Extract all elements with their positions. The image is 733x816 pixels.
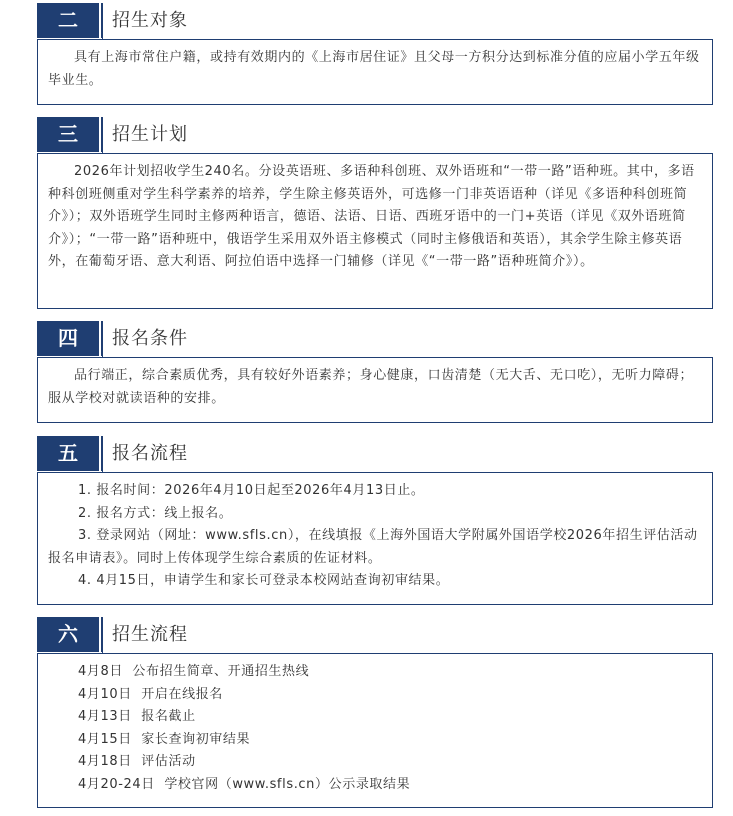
section-number-badge: 六 [37,617,101,652]
section-header [37,436,713,472]
section-admission-schedule [37,617,713,808]
section-application-requirements [37,321,713,423]
schedule-date: 4月15日 [78,731,132,747]
list-item: 1. 报名时间：2026年4月10日起至2026年4月13日止。 [78,483,425,498]
section-header [37,617,713,653]
header-divider [102,436,103,472]
section-number-badge: 三 [37,117,101,152]
list-item: 4. 4月15日，申请学生和家长可登录本校网站查询初审结果。 [78,573,450,588]
section-title: 招生对象 [112,10,188,31]
schedule-date: 4月13日 [78,709,132,724]
section-number-badge: 四 [37,321,101,356]
schedule-row [48,684,702,707]
schedule-row [48,774,702,797]
header-divider [102,321,103,357]
list-item: 2. 报名方式：线上报名。 [78,505,233,521]
section-content-box [37,153,713,309]
section-header [37,3,713,39]
section-number-badge: 五 [37,436,101,471]
section-body-text: 具有上海市常住户籍，或持有效期内的《上海市居住证》且父母一方积分达到标准分值的应届小学五年级毕业生。 [48,50,700,88]
list-item: 3. 登录网站（网址：www.sfls.cn），在线填报《上海外国语大学附属外国语学校2026年招生评估活动报名申请表》。同时上传体现学生综合素质的佐证材料。 [48,528,698,566]
schedule-event: 公布招生简章、开通招生热线 [132,664,310,679]
schedule-row [48,751,702,774]
schedule-date: 4月20-24日 [78,776,155,792]
section-title: 报名流程 [112,443,188,464]
header-divider [102,617,103,653]
schedule-event: 评估活动 [141,754,196,769]
section-content-box [37,472,713,605]
section-title: 招生计划 [112,124,188,145]
section-title: 报名条件 [112,328,188,349]
section-header [37,321,713,357]
section-number-badge: 二 [37,3,101,38]
section-content-box [37,357,713,423]
schedule-event: 学校官网（www.sfls.cn）公示录取结果 [164,776,411,792]
section-content-box [37,39,713,105]
schedule-row [48,661,702,684]
section-body-text: 品行端正，综合素质优秀，具有较好外语素养；身心健康，口齿清楚（无大舌、无口吃），无听力障碍；服从学校对就读语种的安排。 [48,368,694,406]
schedule-date: 4月8日 [78,664,123,679]
section-content-box [37,653,713,808]
header-divider [102,3,103,39]
schedule-row [48,729,702,752]
schedule-date: 4月18日 [78,754,132,769]
section-admission-plan [37,117,713,309]
schedule-date: 4月10日 [78,686,132,702]
schedule-event: 开启在线报名 [141,686,223,702]
section-application-process [37,436,713,605]
schedule-event: 报名截止 [141,709,196,724]
section-admission-target [37,3,713,105]
schedule-row [48,706,702,729]
schedule-event: 家长查询初审结果 [141,731,251,747]
section-header [37,117,713,153]
header-divider [102,117,103,153]
section-title: 招生流程 [112,624,188,645]
section-body-text: 2026年计划招收学生240名。分设英语班、多语种科创班、双外语班和“一带一路”语种班。其中，多语种科创班侧重对学生科学素养的培养，学生除主修英语外，可选修一门非英语语种（详见《多语种科创班简介》）；双外语班学生同时主修两种语言，德语、法语、日语、西班牙语中的一门+英语（详见《双外语班简介》）；“一带一路”语种班中，俄语学生采用双外语主修模式（同时主修俄语和英语），其余学生除主修英语外，在葡萄牙语、意大利语、阿拉伯语中选择一门辅修（详见《“一带一路”语种班简介》）。 [48,164,695,269]
